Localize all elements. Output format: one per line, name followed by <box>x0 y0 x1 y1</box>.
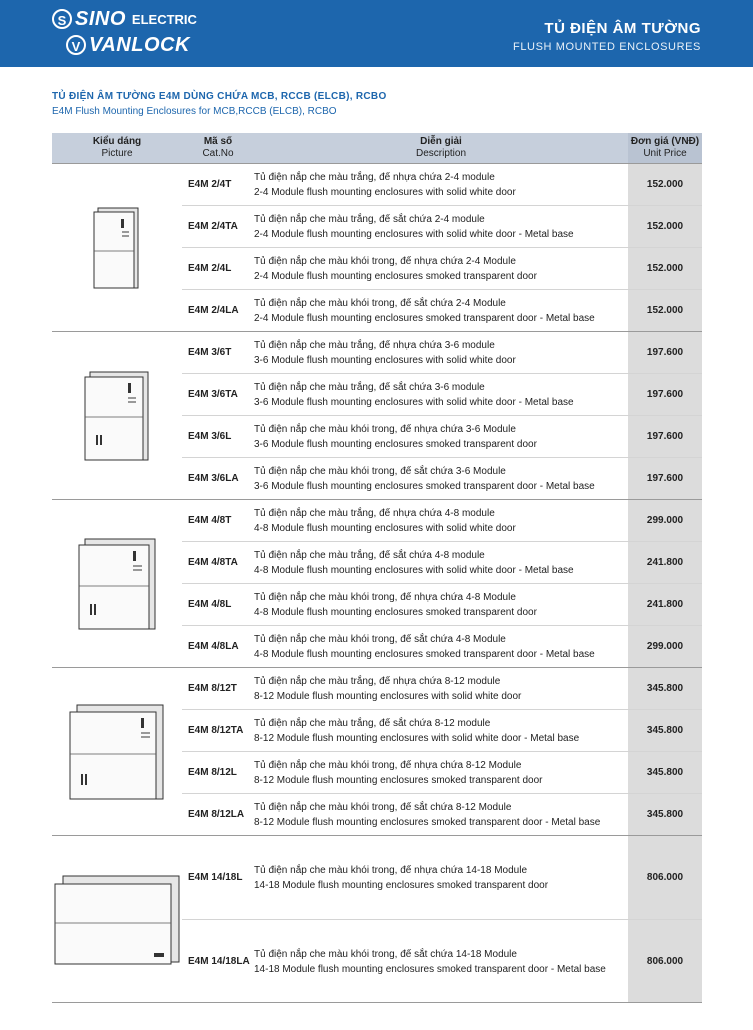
cat-no: E4M 4/8L <box>182 584 254 626</box>
unit-price: 345.800 <box>628 752 702 794</box>
enclosure-14-18-icon <box>54 875 180 965</box>
section-title-vi: TỦ ĐIỆN ÂM TƯỜNG E4M DÙNG CHỨA MCB, RCCB (ELCB), RCBO <box>52 91 387 102</box>
unit-price: 299.000 <box>628 500 702 542</box>
description: Tủ điện nắp che màu khói trong, đế nhựa chứa 3-6 Module 3-6 Module flush mounting enclosures smoked transparent door <box>254 416 628 458</box>
table-row <box>52 164 702 206</box>
col-price-header: Đơn giá (VNĐ) Unit Price <box>628 133 702 164</box>
unit-price: 345.800 <box>628 668 702 710</box>
unit-price: 197.600 <box>628 458 702 500</box>
description: Tủ điện nắp che màu khói trong, đế sắt chứa 2-4 Module 2-4 Module flush mounting enclosures smoked transparent door - Metal base <box>254 290 628 332</box>
description: Tủ điện nắp che màu khói trong, đế nhựa chứa 2-4 Module 2-4 Module flush mounting enclosures smoked transparent door <box>254 248 628 290</box>
enclosure-8-12-icon <box>69 704 165 800</box>
cat-no: E4M 2/4T <box>182 164 254 206</box>
bottom-divider <box>52 1002 702 1003</box>
description: Tủ điện nắp che màu khói trong, đế nhựa chứa 8-12 Module 8-12 Module flush mounting enclosures smoked transparent door <box>254 752 628 794</box>
unit-price: 152.000 <box>628 206 702 248</box>
cat-no: E4M 8/12TA <box>182 710 254 752</box>
description: Tủ điện nắp che màu trắng, đế sắt chứa 8-12 module 8-12 Module flush mounting enclosures with solid white door - Metal base <box>254 710 628 752</box>
cat-no: E4M 14/18LA <box>182 920 254 1004</box>
unit-price: 806.000 <box>628 836 702 920</box>
unit-price: 345.800 <box>628 794 702 836</box>
header-banner <box>0 0 753 67</box>
unit-price: 197.600 <box>628 374 702 416</box>
cat-no: E4M 8/12T <box>182 668 254 710</box>
product-image-3-6 <box>52 332 182 500</box>
unit-price: 806.000 <box>628 920 702 1004</box>
cat-no: E4M 4/8T <box>182 500 254 542</box>
description: Tủ điện nắp che màu khói trong, đế nhựa chứa 14-18 Module 14-18 Module flush mounting enclosures smoked transparent door <box>254 836 628 920</box>
description: Tủ điện nắp che màu khói trong, đế sắt chứa 3-6 Module 3-6 Module flush mounting enclosures smoked transparent door - Metal base <box>254 458 628 500</box>
table-row <box>52 668 702 710</box>
cat-no: E4M 2/4L <box>182 248 254 290</box>
section-title-en: E4M Flush Mounting Enclosures for MCB,RCCB (ELCB), RCBO <box>52 106 337 117</box>
description: Tủ điện nắp che màu trắng, đế sắt chứa 4-8 module 4-8 Module flush mounting enclosures with solid white door - Metal base <box>254 542 628 584</box>
description: Tủ điện nắp che màu trắng, đế nhựa chứa 3-6 module 3-6 Module flush mounting enclosures with solid white door <box>254 332 628 374</box>
col-picture-header: Kiểu dáng Picture <box>52 133 182 164</box>
brand-sino: SINO <box>75 7 126 30</box>
unit-price: 241.800 <box>628 542 702 584</box>
table-row <box>52 500 702 542</box>
description: Tủ điện nắp che màu trắng, đế nhựa chứa 4-8 module 4-8 Module flush mounting enclosures with solid white door <box>254 500 628 542</box>
cat-no: E4M 2/4LA <box>182 290 254 332</box>
table-row <box>52 332 702 374</box>
product-image-14-18 <box>52 836 182 1004</box>
cat-no: E4M 8/12LA <box>182 794 254 836</box>
description: Tủ điện nắp che màu khói trong, đế sắt chứa 8-12 Module 8-12 Module flush mounting enclosures smoked transparent door - Metal base <box>254 794 628 836</box>
unit-price: 241.800 <box>628 584 702 626</box>
cat-no: E4M 3/6T <box>182 332 254 374</box>
cat-no: E4M 8/12L <box>182 752 254 794</box>
enclosure-2-4-icon <box>93 207 141 289</box>
description: Tủ điện nắp che màu khói trong, đế sắt chứa 4-8 Module 4-8 Module flush mounting enclosures smoked transparent door - Metal base <box>254 626 628 668</box>
description: Tủ điện nắp che màu trắng, đế sắt chứa 2-4 module 2-4 Module flush mounting enclosures with solid white door - Metal base <box>254 206 628 248</box>
enclosure-3-6-icon <box>84 371 150 461</box>
cat-no: E4M 4/8TA <box>182 542 254 584</box>
cat-no: E4M 3/6LA <box>182 458 254 500</box>
description: Tủ điện nắp che màu khói trong, đế nhựa chứa 4-8 Module 4-8 Module flush mounting enclosures smoked transparent door <box>254 584 628 626</box>
col-desc-header: Diễn giải Description <box>254 133 628 164</box>
brand-vanlock: VANLOCK <box>89 33 190 56</box>
description: Tủ điện nắp che màu khói trong, đế sắt chứa 14-18 Module 14-18 Module flush mounting enclosures smoked transparent door - Metal base <box>254 920 628 1004</box>
cat-no: E4M 3/6TA <box>182 374 254 416</box>
brand-electric: ELECTRIC <box>131 11 197 27</box>
cat-no: E4M 4/8LA <box>182 626 254 668</box>
unit-price: 152.000 <box>628 248 702 290</box>
cat-no: E4M 14/18L <box>182 836 254 920</box>
col-code-header: Mã số Cat.No <box>182 133 254 164</box>
table-row <box>52 836 702 920</box>
product-image-2-4 <box>52 164 182 332</box>
brand-logo <box>52 6 197 58</box>
unit-price: 152.000 <box>628 290 702 332</box>
vanlock-mark-icon: V <box>66 35 86 55</box>
cat-no: E4M 2/4TA <box>182 206 254 248</box>
unit-price: 152.000 <box>628 164 702 206</box>
unit-price: 197.600 <box>628 332 702 374</box>
page-subtitle: FLUSH MOUNTED ENCLOSURES <box>513 41 701 53</box>
unit-price: 197.600 <box>628 416 702 458</box>
table-header-row <box>52 133 702 164</box>
unit-price: 299.000 <box>628 626 702 668</box>
description: Tủ điện nắp che màu trắng, đế sắt chứa 3-6 module 3-6 Module flush mounting enclosures with solid white door - Metal base <box>254 374 628 416</box>
description: Tủ điện nắp che màu trắng, đế nhựa chứa 8-12 module 8-12 Module flush mounting enclosures with solid white door <box>254 668 628 710</box>
price-table <box>52 133 702 1003</box>
enclosure-4-8-icon <box>78 538 156 630</box>
sino-globe-icon: S <box>52 9 72 29</box>
unit-price: 345.800 <box>628 710 702 752</box>
page-title: TỦ ĐIỆN ÂM TƯỜNG <box>544 20 701 37</box>
product-image-4-8 <box>52 500 182 668</box>
description: Tủ điện nắp che màu trắng, đế nhựa chứa 2-4 module 2-4 Module flush mounting enclosures with solid white door <box>254 164 628 206</box>
product-image-8-12 <box>52 668 182 836</box>
cat-no: E4M 3/6L <box>182 416 254 458</box>
